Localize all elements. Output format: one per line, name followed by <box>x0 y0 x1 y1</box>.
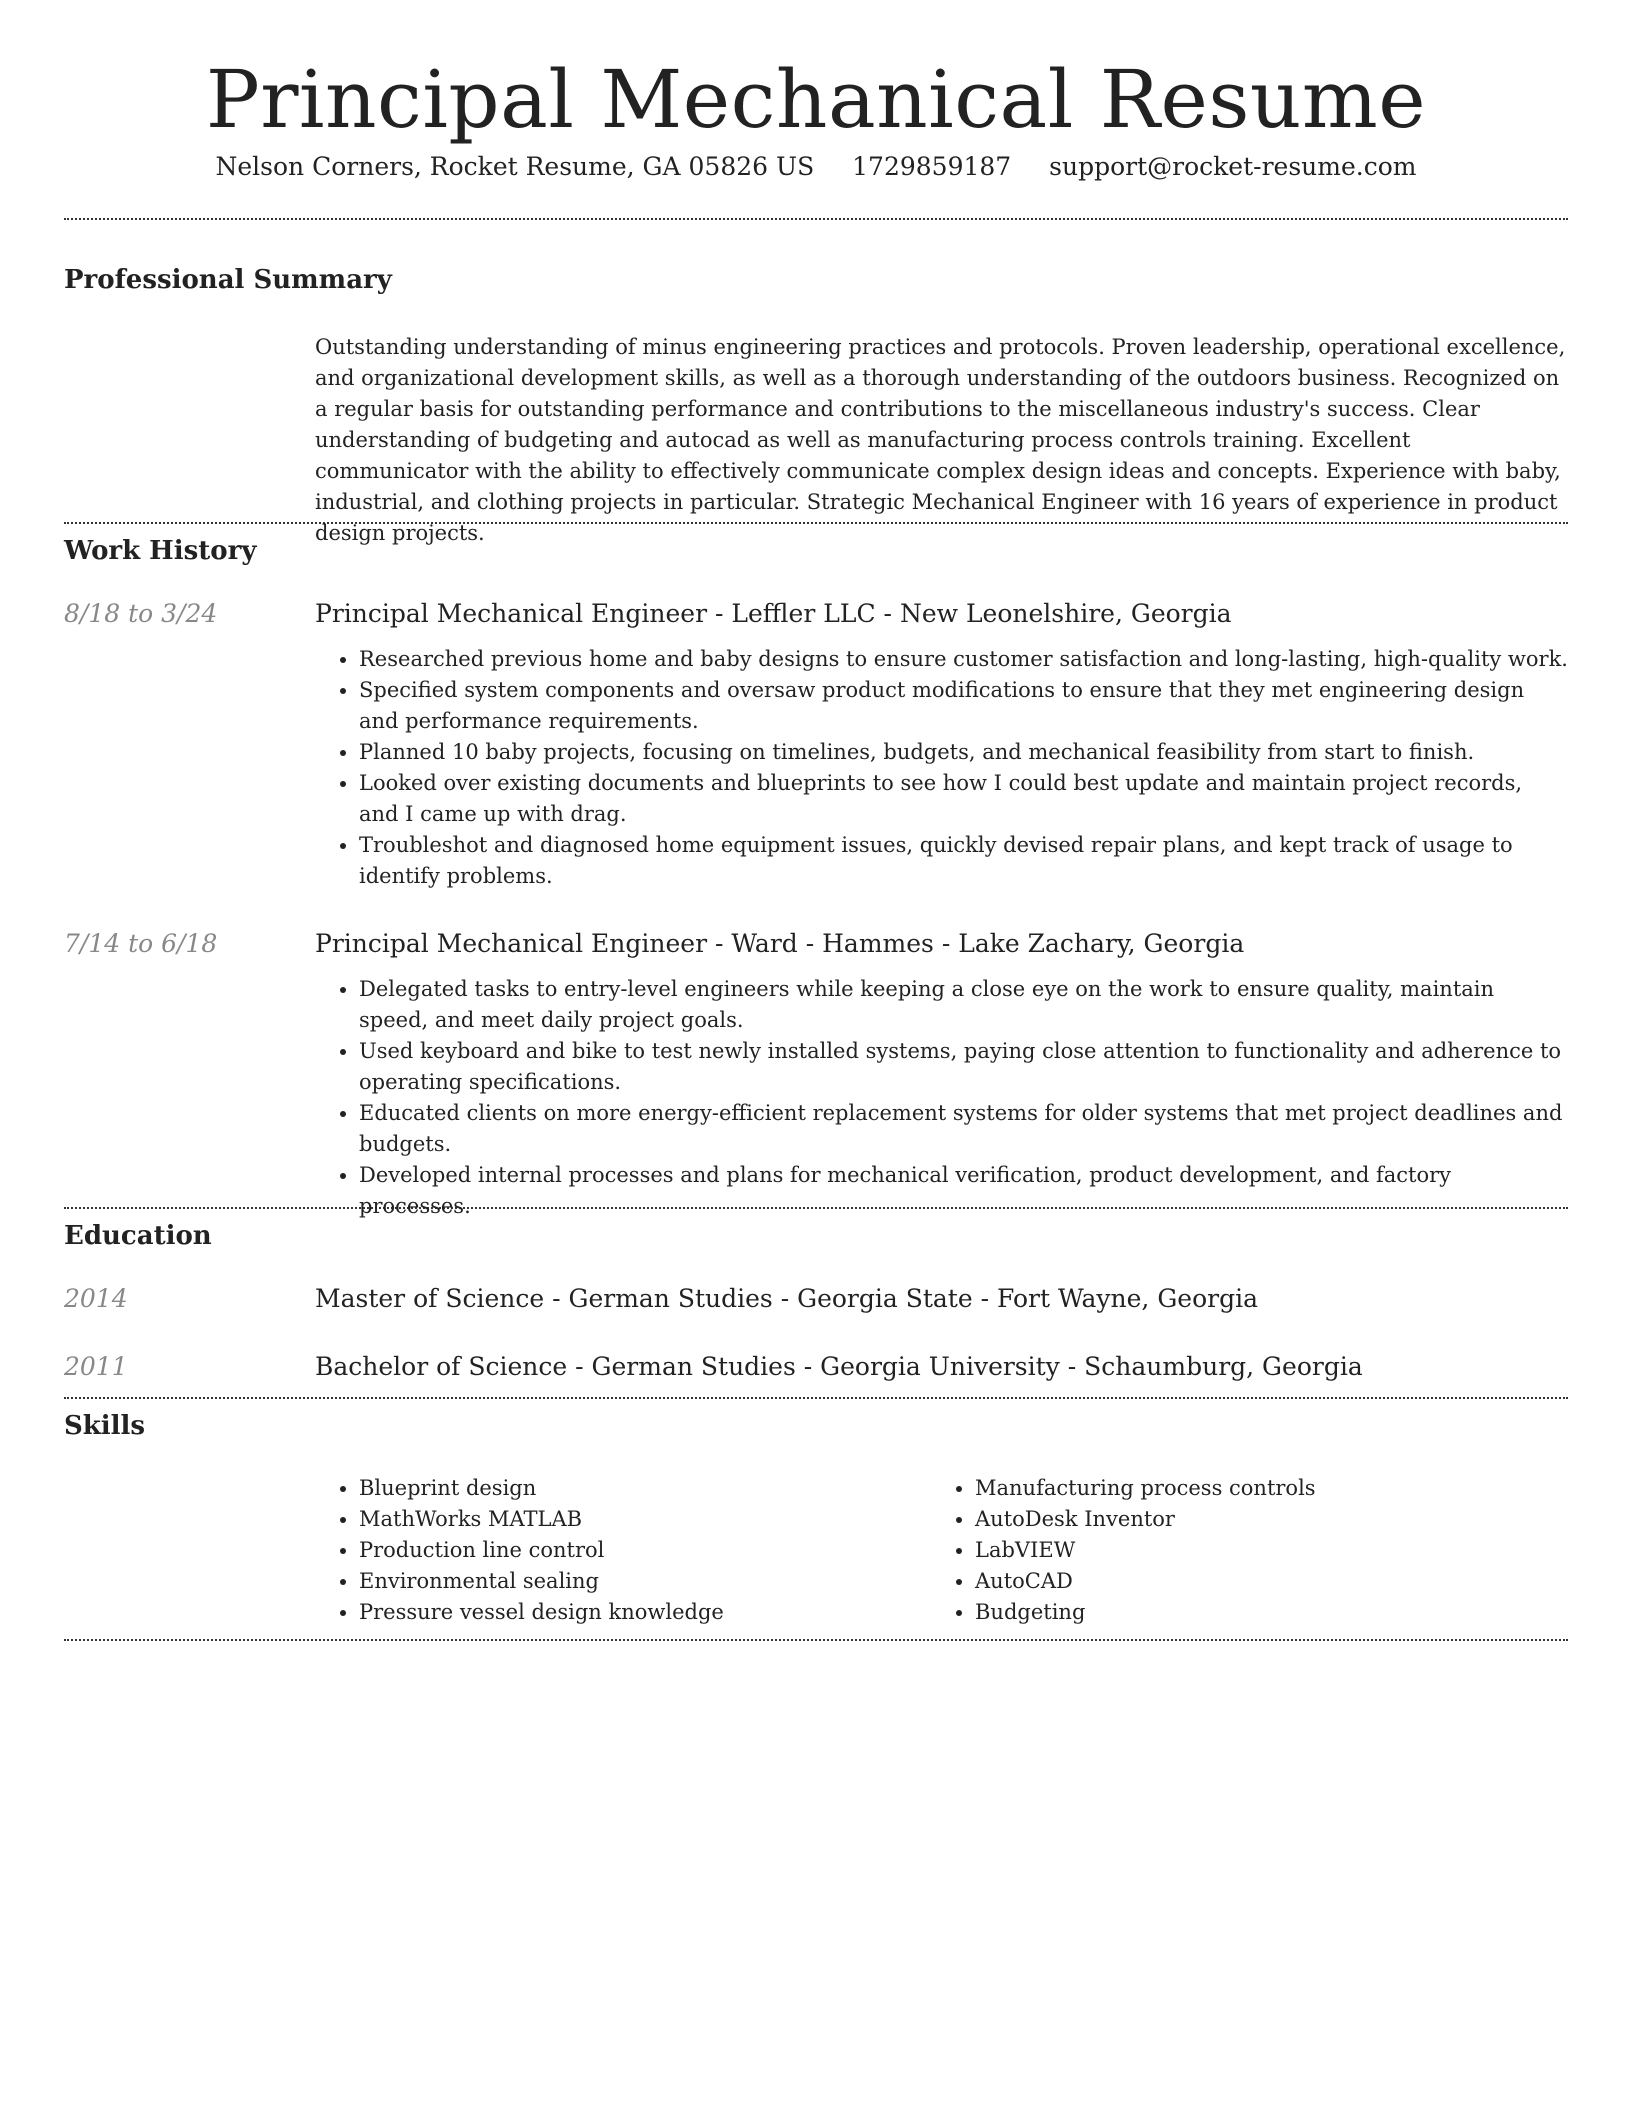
separator: - <box>707 599 732 628</box>
contact-phone: 1729859187 <box>852 152 1012 181</box>
education-heading <box>315 1349 1568 1385</box>
skill-item: • Budgeting <box>975 1597 1547 1628</box>
work-location: New Leonelshire, Georgia <box>899 599 1232 628</box>
list-item: • Delegated tasks to entry-level engineers while keeping a close eye on the work to ensure quality, maintain speed, and meet daily project goals. <box>359 974 1568 1036</box>
contact-email: support@rocket-resume.com <box>1049 152 1417 181</box>
contact-line <box>64 148 1568 186</box>
separator: - <box>1059 1352 1085 1381</box>
work-bullets <box>315 644 1568 892</box>
separator: - <box>567 1352 592 1381</box>
education-entry <box>64 1281 1568 1349</box>
education-section <box>64 1209 1568 1397</box>
education-heading <box>315 1281 1568 1317</box>
work-entry <box>64 926 1568 1218</box>
skill-item: • Environmental sealing <box>359 1566 931 1597</box>
skill-item: • Production line control <box>359 1535 931 1566</box>
work-dates: 8/18 to 3/24 <box>64 599 218 628</box>
summary-section <box>64 220 1568 545</box>
work-bullets <box>315 974 1568 1222</box>
list-item: • Educated clients on more energy-efficient replacement systems for older systems that met project deadlines and budgets. <box>359 1098 1568 1160</box>
contact-address: Nelson Corners, Rocket Resume, GA 05826 US <box>215 152 815 181</box>
list-item: • Specified system components and oversaw product modifications to ensure that they met engineering design and performance requirements. <box>359 675 1568 737</box>
education-degree: Master of Science <box>315 1284 545 1313</box>
list-item: • Developed internal processes and plans for mechanical verification, product development, and factory processes. <box>359 1160 1568 1222</box>
separator: - <box>933 929 959 958</box>
education-degree: Bachelor of Science <box>315 1352 568 1381</box>
education-entry-body <box>315 1349 1568 1397</box>
education-school: Georgia University <box>820 1352 1060 1381</box>
section-title-skills: Skills <box>64 1411 146 1441</box>
section-title-work: Work History <box>64 536 257 566</box>
skill-item: • Manufacturing process controls <box>975 1473 1547 1504</box>
education-year: 2014 <box>64 1284 128 1313</box>
list-item: • Planned 10 baby projects, focusing on timelines, budgets, and mechanical feasibility from start to finish. <box>359 737 1568 768</box>
skills-section <box>64 1399 1568 1639</box>
work-heading <box>315 596 1568 632</box>
separator: - <box>772 1284 798 1313</box>
skill-item: • Pressure vessel design knowledge <box>359 1597 931 1628</box>
separator: - <box>972 1284 997 1313</box>
skill-item: • AutoDesk Inventor <box>975 1504 1547 1535</box>
separator: - <box>544 1284 569 1313</box>
divider <box>64 1639 1568 1641</box>
education-location: Fort Wayne, Georgia <box>997 1284 1258 1313</box>
separator: - <box>795 1352 821 1381</box>
section-title-education: Education <box>64 1221 212 1251</box>
skills-list-left <box>315 1473 931 1639</box>
work-dates: 7/14 to 6/18 <box>64 929 218 958</box>
work-history-section <box>64 524 1568 1218</box>
education-field: German Studies <box>591 1352 796 1381</box>
education-school: Georgia State <box>797 1284 973 1313</box>
skill-item: • MathWorks MATLAB <box>359 1504 931 1535</box>
resume-title: Principal Mechanical Resume <box>205 53 1427 146</box>
education-entry-body <box>315 1281 1568 1349</box>
education-field: German Studies <box>568 1284 773 1313</box>
work-heading <box>315 926 1568 962</box>
work-company: Ward - Hammes <box>731 929 934 958</box>
list-item: • Used keyboard and bike to test newly installed systems, paying close attention to functionality and adherence to operating specifications. <box>359 1036 1568 1098</box>
skill-item: • Blueprint design <box>359 1473 931 1504</box>
separator: - <box>707 929 732 958</box>
work-company: Leffler LLC <box>731 599 876 628</box>
work-entry <box>64 596 1568 926</box>
list-item: • Looked over existing documents and blueprints to see how I could best update and maintain project records, and I came up with drag. <box>359 768 1568 830</box>
work-role: Principal Mechanical Engineer <box>315 929 708 958</box>
work-entry-body <box>315 596 1568 926</box>
work-location: Lake Zachary, Georgia <box>958 929 1245 958</box>
skills-list-right <box>931 1473 1547 1639</box>
list-item: • Troubleshot and diagnosed home equipment issues, quickly devised repair plans, and kept track of usage to identify problems. <box>359 830 1568 892</box>
section-title-summary: Professional Summary <box>64 265 392 295</box>
skill-item: • LabVIEW <box>975 1535 1547 1566</box>
work-entry-body <box>315 926 1568 1218</box>
separator: - <box>875 599 900 628</box>
work-role: Principal Mechanical Engineer <box>315 599 708 628</box>
summary-text: Outstanding understanding of minus engineering practices and protocols. Proven leadership, operational excellence, and organizational development skills, as well as a thorough understanding of the outdoors business. Recognized on a regular basis for outstanding performance and contributions to the miscellaneous industry's success. Clear understanding of budgeting and autocad as well as manufacturing process controls training. Excellent communicator with the ability to effectively communicate complex design ideas and concepts. Experience with baby, industrial, and clothing projects in particular. Strategic Mechanical Engineer with 16 years of experience in product design projects. <box>315 335 1566 545</box>
list-item: • Researched previous home and baby designs to ensure customer satisfaction and long-lasting, high-quality work. <box>359 644 1568 675</box>
skill-item: • AutoCAD <box>975 1566 1547 1597</box>
education-entry <box>64 1349 1568 1397</box>
education-location: Schaumburg, Georgia <box>1084 1352 1363 1381</box>
education-year: 2011 <box>64 1352 128 1381</box>
skills-columns <box>315 1471 1568 1639</box>
